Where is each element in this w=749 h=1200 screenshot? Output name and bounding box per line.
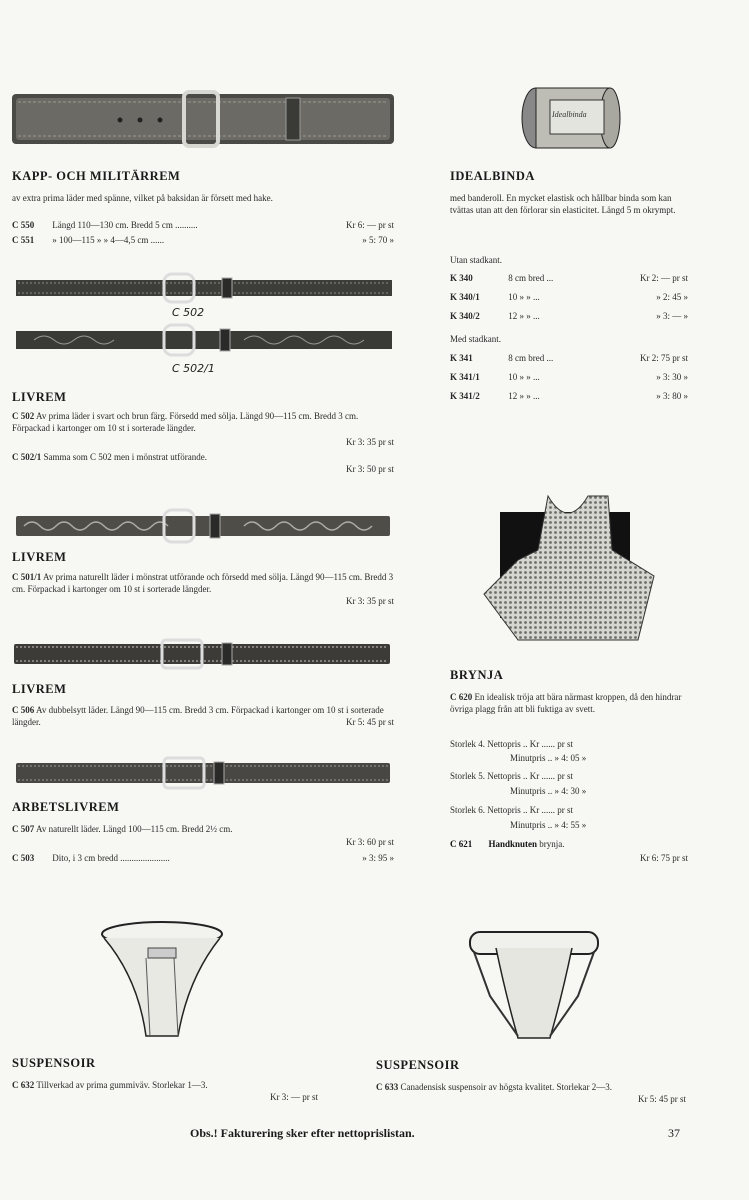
product-c632-desc: [12, 1080, 318, 1092]
product-price: » 3: 95 »: [362, 853, 394, 863]
product-text: Av naturellt läder. Längd 100—115 cm. Bredd 2½ cm.: [36, 824, 233, 834]
belt-c507-image: [14, 756, 392, 790]
product-c502-1-desc: [12, 452, 394, 464]
product-price: » 3: — »: [656, 311, 688, 321]
size-row-6: Storlek 6. Nettopris .. Kr ...... pr st: [450, 805, 573, 815]
section-title-livrem-2: LIVREM: [12, 550, 67, 564]
product-code: K 340/2: [450, 311, 480, 321]
product-c620-desc: [450, 692, 688, 715]
section-title-livrem-3: LIVREM: [12, 682, 67, 696]
page-number: 37: [668, 1126, 680, 1140]
idealbinda-description: med banderoll. En mycket elastisk och hållbar binda som kan tvättas utan att den förlorar sin elasticitet. Längd 5 m okrympt.: [450, 193, 676, 215]
product-price: » 3: 80 »: [656, 391, 688, 401]
product-code: C 501/1: [12, 572, 42, 582]
group-label-med: Med stadkant.: [450, 334, 501, 344]
product-price: Kr 3: 60 pr st: [346, 837, 394, 847]
product-row-k340-1: [450, 291, 688, 303]
suspensoir-c633-image: [466, 926, 602, 1046]
product-price: Kr 3: 35 pr st: [346, 437, 394, 447]
product-code: C 633: [376, 1082, 399, 1092]
product-c502-desc: [12, 411, 394, 434]
product-text: Av dubbelsytt läder. Längd 90—115 cm. Bredd 3 cm. Förpackad i kartonger om 10 st i sorterade längder.: [12, 705, 384, 727]
section-title-arbetslivrem: ARBETSLIVREM: [12, 800, 120, 814]
product-c501-1-desc: [12, 572, 394, 595]
size-row-5-minutpris: Minutpris .. » 4: 30 »: [510, 786, 587, 796]
product-price: Kr 6: 75 pr st: [640, 853, 688, 863]
product-c633-desc: [376, 1082, 686, 1094]
product-code: C 502/1: [12, 452, 42, 462]
product-text: 12 » » ...: [508, 391, 540, 401]
product-text: Canadensisk suspensoir av högsta kvalitet. Storlekar 2—3.: [400, 1082, 612, 1092]
product-code: C 506: [12, 705, 35, 715]
product-row-k341: [450, 352, 688, 364]
product-price: Kr 3: 50 pr st: [346, 464, 394, 474]
product-c507-desc: [12, 824, 394, 836]
product-text: » 100—115 » » 4—4,5 cm ......: [52, 235, 165, 245]
product-price: » 3: 30 »: [656, 372, 688, 382]
product-text: 10 » » ...: [508, 372, 540, 382]
size-row-6-minutpris: Minutpris .. » 4: 55 »: [510, 820, 587, 830]
product-text: 8 cm bred ...: [508, 273, 554, 283]
handwritten-c502: C 502: [172, 306, 205, 319]
product-text: 10 » » ...: [508, 292, 540, 302]
product-code: K 341: [450, 353, 473, 363]
product-price: » 2: 45 »: [656, 292, 688, 302]
product-code: C 550: [12, 220, 35, 230]
idealbinda-image: [518, 82, 622, 154]
product-name: Handknuten: [488, 839, 538, 849]
product-price: Kr 5: 45 pr st: [346, 717, 394, 727]
product-row-c550: [12, 219, 394, 231]
product-text: Samma som C 502 men i mönstrat utförande.: [43, 452, 207, 462]
product-code: C 551: [12, 235, 35, 245]
product-price: Kr 3: — pr st: [270, 1092, 318, 1102]
product-row-k341-2: [450, 390, 688, 402]
product-row-k340-2: [450, 310, 688, 322]
handwritten-c502-1: C 502/1: [172, 362, 215, 375]
product-text: Av prima läder i svart och brun färg. Försedd med sölja. Längd 90—115 cm. Bredd 3 cm. Förpackad i kartonger om 10 st i sorterade längder.: [12, 411, 359, 433]
product-row-k341-1: [450, 371, 688, 383]
section-title-kapp-militarrem: KAPP- OCH MILITÄRREM: [12, 169, 181, 183]
belt-c506-image: [12, 638, 392, 670]
size-row-4: Storlek 4. Nettopris .. Kr ...... pr st: [450, 739, 573, 749]
product-price: Kr 2: 75 pr st: [640, 353, 688, 363]
product-code: C 621: [450, 839, 473, 849]
section-title-livrem-1: LIVREM: [12, 390, 67, 404]
group-label-utan: Utan stadkant.: [450, 255, 502, 265]
product-price: Kr 5: 45 pr st: [638, 1094, 686, 1104]
product-price: » 5: 70 »: [362, 235, 394, 245]
product-code: C 502: [12, 411, 35, 421]
product-code: C 632: [12, 1080, 35, 1090]
product-row-c551: [12, 234, 394, 246]
product-code: C 503: [12, 853, 35, 863]
product-code: K 341/1: [450, 372, 480, 382]
product-row-k340: [450, 272, 688, 284]
product-code: K 341/2: [450, 391, 480, 401]
section-title-suspensoir-right: SUSPENSOIR: [376, 1058, 460, 1072]
product-text: brynja.: [539, 839, 565, 849]
suspensoir-c632-image: [98, 918, 226, 1042]
product-code: K 340: [450, 273, 473, 283]
product-price: Kr 3: 35 pr st: [346, 596, 394, 606]
product-price: Kr 6: — pr st: [346, 220, 394, 230]
product-row-c503: [12, 852, 394, 864]
product-row-c621: [450, 838, 565, 850]
footer-note: Obs.! Fakturering sker efter nettoprislistan.: [190, 1126, 415, 1140]
product-text: En idealisk tröja att bära närmast kroppen, då den hindrar övriga plagg från att bli fuktiga av svett.: [450, 692, 682, 714]
product-text: Av prima naturellt läder i mönstrat utförande och försedd med sölja. Längd 90—115 cm. Bredd 3 cm. Förpackad i kartonger om 10 st i sorterade längder.: [12, 572, 394, 594]
product-text: Längd 110—130 cm. Bredd 5 cm ..........: [52, 220, 198, 230]
kapp-description: av extra prima läder med spänne, vilket på baksidan är försett med hake.: [12, 193, 273, 203]
size-row-4-minutpris: Minutpris .. » 4: 05 »: [510, 753, 587, 763]
military-belt-image: [10, 88, 396, 150]
size-row-5: Storlek 5. Nettopris .. Kr ...... pr st: [450, 771, 573, 781]
section-title-brynja: BRYNJA: [450, 668, 504, 682]
product-text: Tillverkad av prima gummiväv. Storlekar 1—3.: [36, 1080, 208, 1090]
product-text: 12 » » ...: [508, 311, 540, 321]
brynja-image: [478, 490, 664, 650]
belt-c501-1-image: [14, 508, 392, 544]
product-text: 8 cm bred ...: [508, 353, 554, 363]
belt-c502-image: [14, 272, 394, 304]
section-title-suspensoir-left: SUSPENSOIR: [12, 1056, 96, 1070]
section-title-idealbinda: IDEALBINDA: [450, 169, 535, 183]
product-code: K 340/1: [450, 292, 480, 302]
product-code: C 620: [450, 692, 473, 702]
idealbinda-label: Idealbinda: [552, 110, 587, 119]
product-code: C 507: [12, 824, 35, 834]
product-text: Dito, i 3 cm bredd ......................: [52, 853, 170, 863]
belt-c502-1-image: [14, 322, 394, 358]
product-price: Kr 2: — pr st: [640, 273, 688, 283]
